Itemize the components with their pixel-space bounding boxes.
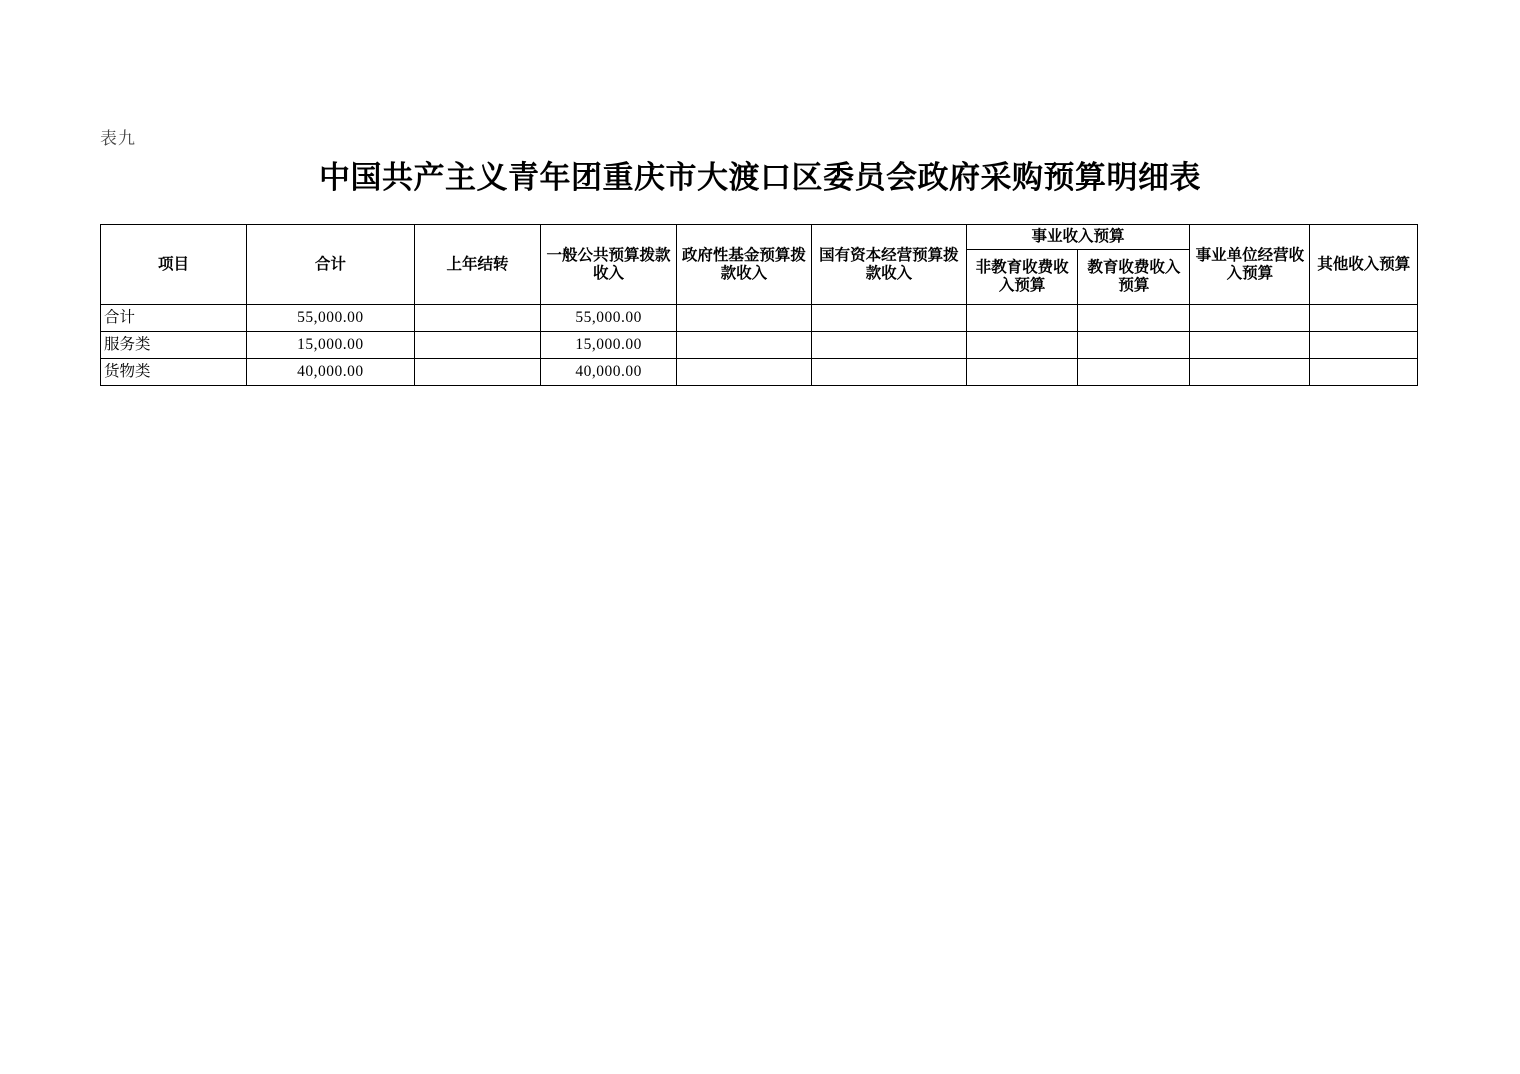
cell-other-income [1310, 332, 1418, 359]
cell-unit-operating [1190, 359, 1310, 386]
header-gov-fund: 政府性基金预算拨款收入 [676, 225, 811, 305]
cell-item: 货物类 [101, 359, 247, 386]
cell-edu-fee [1078, 359, 1190, 386]
cell-gov-fund [676, 332, 811, 359]
header-carryover: 上年结转 [414, 225, 541, 305]
header-unit-operating: 事业单位经营收入预算 [1190, 225, 1310, 305]
cell-non-edu-fee [966, 332, 1078, 359]
header-item: 项目 [101, 225, 247, 305]
cell-state-capital [812, 332, 967, 359]
cell-carryover [414, 359, 541, 386]
header-business-income-group: 事业收入预算 [966, 225, 1189, 250]
cell-gov-fund [676, 305, 811, 332]
cell-total: 40,000.00 [247, 359, 415, 386]
cell-state-capital [812, 305, 967, 332]
table-header [101, 225, 1418, 305]
header-non-edu-fee: 非教育收费收入预算 [966, 250, 1078, 305]
header-total: 合计 [247, 225, 415, 305]
procurement-budget-table [100, 224, 1418, 386]
cell-gov-fund [676, 359, 811, 386]
cell-unit-operating [1190, 305, 1310, 332]
table-header-row-1 [101, 225, 1418, 250]
cell-item: 服务类 [101, 332, 247, 359]
cell-non-edu-fee [966, 359, 1078, 386]
cell-total: 55,000.00 [247, 305, 415, 332]
budget-table-container [100, 224, 1418, 386]
cell-total: 15,000.00 [247, 332, 415, 359]
header-state-capital: 国有资本经营预算拨款收入 [812, 225, 967, 305]
cell-general-public: 40,000.00 [541, 359, 676, 386]
cell-edu-fee [1078, 305, 1190, 332]
cell-other-income [1310, 359, 1418, 386]
header-edu-fee: 教育收费收入预算 [1078, 250, 1190, 305]
header-general-public: 一般公共预算拨款收入 [541, 225, 676, 305]
cell-general-public: 15,000.00 [541, 332, 676, 359]
cell-carryover [414, 332, 541, 359]
page-title: 中国共产主义青年团重庆市大渡口区委员会政府采购预算明细表 [319, 160, 1201, 195]
header-other-income: 其他收入预算 [1310, 225, 1418, 305]
cell-item: 合计 [101, 305, 247, 332]
sheet-label: 表九 [100, 129, 136, 148]
cell-edu-fee [1078, 332, 1190, 359]
table-row [101, 332, 1418, 359]
table-row [101, 305, 1418, 332]
table-row [101, 359, 1418, 386]
cell-unit-operating [1190, 332, 1310, 359]
cell-non-edu-fee [966, 305, 1078, 332]
cell-carryover [414, 305, 541, 332]
cell-other-income [1310, 305, 1418, 332]
cell-general-public: 55,000.00 [541, 305, 676, 332]
table-body [101, 305, 1418, 386]
cell-state-capital [812, 359, 967, 386]
